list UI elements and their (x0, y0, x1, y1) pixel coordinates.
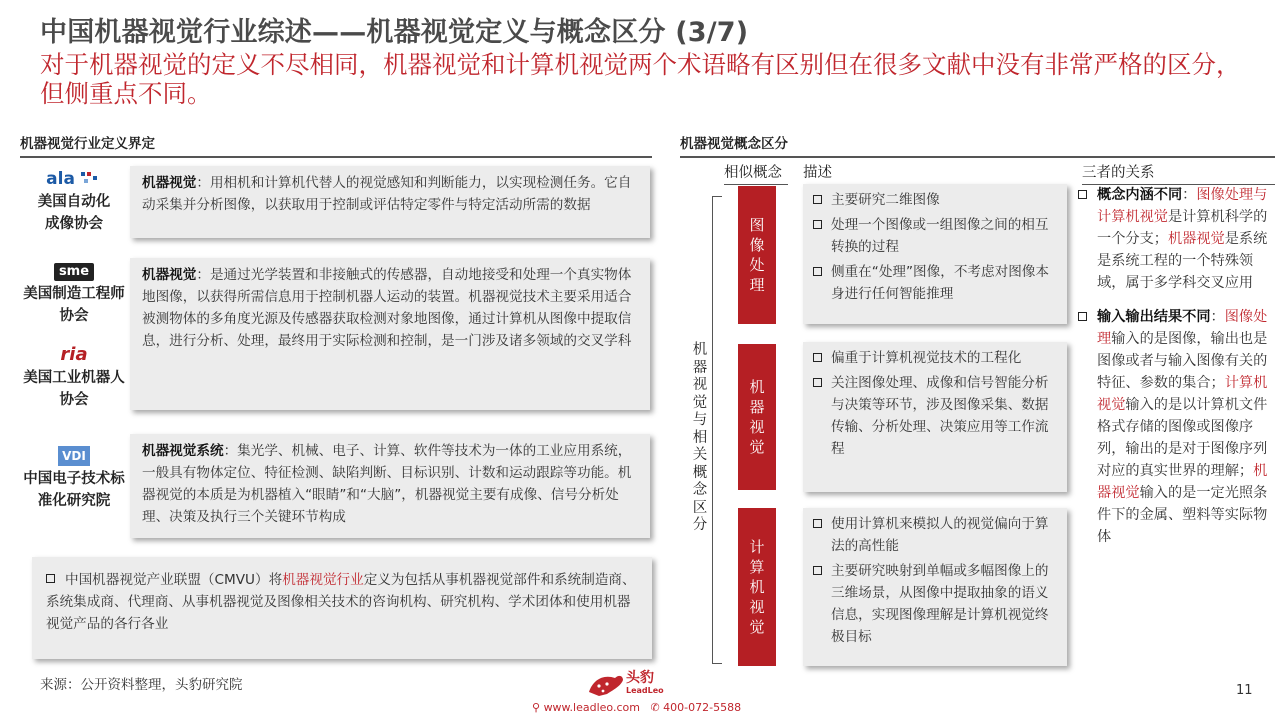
vertical-label: 机器视觉与相关概念区分 (692, 342, 708, 533)
org-vdi (22, 446, 126, 512)
org-name: 美国自动化 成像协会 (37, 194, 111, 232)
footer-contact (532, 701, 741, 714)
right-section-header: 机器视觉概念区分 (680, 132, 1275, 158)
definition-card (130, 258, 650, 410)
list-item: 处理一个图像或一组图像之间的相互转换的过程 (813, 214, 1057, 258)
col-head-concept: 相似概念 (724, 161, 788, 185)
definition-card (130, 434, 650, 538)
org-name: 美国制造工程师协会 (23, 286, 125, 324)
phone-icon: ✆ (650, 701, 660, 714)
bracket-divider (712, 196, 722, 664)
list-item: 偏重于计算机视觉技术的工程化 (813, 347, 1057, 369)
list-item: 主要研究二维图像 (813, 189, 1057, 211)
relation-concept: 概念内涵不同：图像处理与计算机视觉是计算机科学的一个分支；机器视觉是系统是系统工程的一个特殊领域，属于多学科交叉应用 (1078, 184, 1268, 294)
page-subtitle: 对于机器视觉的定义不尽相同，机器视觉和计算机视觉两个术语略有区别但在很多文献中没有非常严格的区分，但侧重点不同。 (40, 50, 1241, 108)
list-item: 侧重在“处理”图像，不考虑对图像本身进行任何智能推理 (813, 261, 1057, 305)
concept-bar-computer-vision: 计算机视觉 (738, 508, 776, 666)
relation-io: 输入输出结果不同：图像处理输入的是图像，输出也是图像或者与输入图像有关的特征、参数的集合；计算机视觉输入的是以计算机文件格式存储的图像或图像序列，输出的是对于图像序列对应的真实世界的理解；机器视觉输入的是一定光照条件下的金属、塑料等实际物体 (1078, 306, 1268, 548)
list-item: 主要研究映射到单幅或多幅图像上的三维场景，从图像中提取抽象的语义信息，实现图像理解是计算机视觉终极目标 (813, 560, 1057, 648)
definition-card (130, 166, 650, 238)
term: 机器视觉 (142, 267, 197, 283)
org-ria (22, 346, 126, 411)
ria-logo-icon: ria (60, 344, 88, 365)
list-item: 关注图像处理、成像和信号智能分析与决策等环节，涉及图像采集、数据传输、分析处理、决策应用等工作流程 (813, 372, 1057, 460)
relations-panel (1078, 184, 1268, 548)
list-item: 使用计算机来模拟人的视觉偏向于算法的高性能 (813, 513, 1057, 557)
org-ala (22, 170, 126, 235)
highlight-term: 机器视觉行业 (282, 572, 364, 588)
brand-name-en: LeadLeo (626, 686, 664, 695)
definition-text: ：用相机和计算机代替人的视觉感知和判断能力，以实现检测任务。它自动采集并分析图像，以获取用于控制或评估特定零件与特定活动所需的数据 (142, 175, 632, 213)
website-link[interactable]: www.leadleo.com (543, 701, 640, 714)
checkbox-bullet-icon (813, 220, 822, 229)
vdi-logo-icon: VDI (22, 446, 126, 466)
phone-number: 400-072-5588 (663, 701, 742, 714)
checkbox-bullet-icon (813, 566, 822, 575)
col-head-relation: 三者的关系 (1082, 161, 1275, 185)
checkbox-bullet-icon (813, 195, 822, 204)
term: 机器视觉系统 (142, 443, 224, 459)
term: 机器视觉 (142, 175, 197, 191)
ala-logo-icon: ala (22, 170, 126, 189)
left-section-header: 机器视觉行业定义界定 (20, 132, 652, 158)
checkbox-bullet-icon (1078, 190, 1087, 199)
checkbox-bullet-icon (1078, 312, 1087, 321)
checkbox-bullet-icon (813, 353, 822, 362)
col-head-description: 描述 (803, 161, 1065, 185)
description-card (803, 508, 1067, 666)
globe-icon: ⚲ (532, 701, 541, 714)
checkbox-bullet-icon (813, 267, 822, 276)
org-name: 中国电子技术标准化研究院 (23, 471, 125, 509)
definition-text: ：是通过光学装置和非接触式的传感器，自动地接受和处理一个真实物体地图像，以获得所需信息用于控制机器人运动的装置。机器视觉技术主要采用适合被测物体的多角度光源及传感器获取检测对象地图像，通过计算机从图像中提取信息，进行分析、处理，最终用于实际检测和控制，是一门涉及诸多领域的交叉学科 (142, 267, 632, 349)
brand-name: 头豹 (626, 670, 654, 686)
description-card (803, 184, 1067, 324)
definition-text: ：集光学、机械、电子、计算、软件等技术为一体的工业应用系统，一般具有物体定位、特征检测、缺陷判断、目标识别、计数和运动跟踪等功能。机器视觉的本质是为机器植入“眼睛”和“大脑”，机器视觉主要有成像、信号分析处理、决策及执行三个关键环节构成 (142, 443, 632, 525)
sme-logo-icon: sme (22, 262, 126, 281)
concept-bar-machine-vision: 机器视觉 (738, 344, 776, 490)
cmvu-definition-card: 中国机器视觉产业联盟（CMVU）将机器视觉行业定义为包括从事机器视觉部件和系统制造商、系统集成商、代理商、从事机器视觉及图像相关技术的咨询机构、研究机构、学术团体和使用机器视觉产品的各行各业 (32, 557, 652, 659)
page-number: 11 (1236, 683, 1253, 698)
source-note: 来源：公开资料整理，头豹研究院 (40, 677, 243, 693)
description-card (803, 342, 1067, 492)
page-title: 中国机器视觉行业综述——机器视觉定义与概念区分 (3/7) (40, 17, 749, 48)
concept-bar-image-processing: 图像处理 (738, 186, 776, 324)
checkbox-bullet-icon (813, 519, 822, 528)
org-sme (22, 262, 126, 327)
org-name: 美国工业机器人协会 (23, 370, 125, 408)
checkbox-bullet-icon (46, 574, 55, 583)
checkbox-bullet-icon (813, 378, 822, 387)
